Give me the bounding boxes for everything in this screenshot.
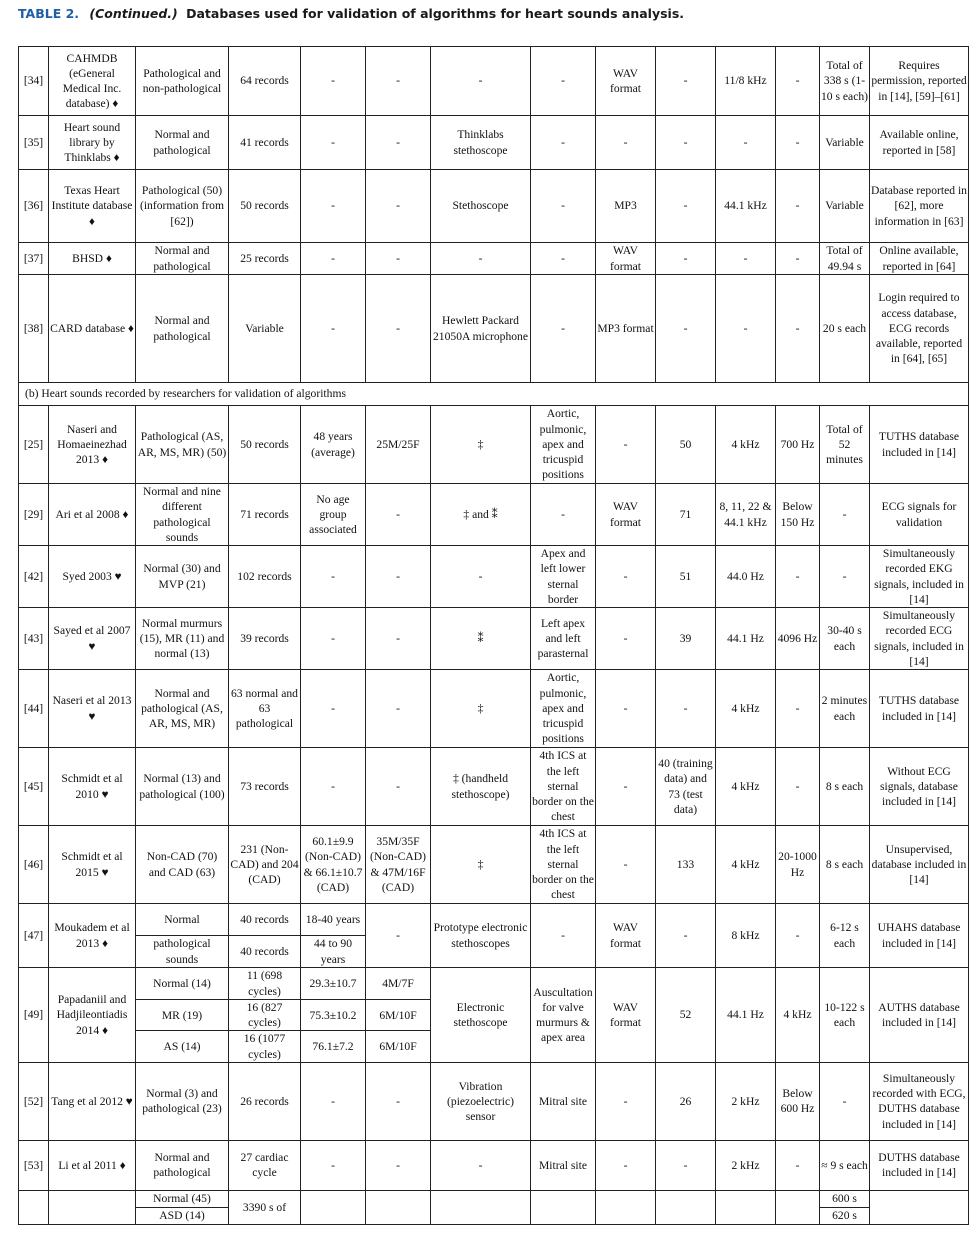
fs-cell: 4 kHz	[716, 748, 776, 826]
ref-cell: [47]	[19, 904, 49, 968]
fs-cell: 4 kHz	[716, 406, 776, 484]
format-cell: WAV format	[596, 904, 656, 968]
name-cell: Li et al 2011 ♦	[49, 1140, 136, 1190]
gender-cell: 6M/10F	[366, 1000, 431, 1031]
empty-cell	[870, 1190, 969, 1224]
size-cell: 40 records	[229, 936, 301, 968]
gender-cell: -	[366, 904, 431, 968]
type-cell: Normal and pathological	[136, 275, 229, 383]
fs-cell: 44.0 Hz	[716, 546, 776, 608]
cutoff-cell: -	[776, 47, 820, 116]
table-row	[19, 826, 969, 904]
fs-cell: 44.1 kHz	[716, 170, 776, 243]
position-cell: Mitral site	[531, 1140, 596, 1190]
cutoff-cell: -	[776, 546, 820, 608]
notes-cell: Simultaneously recorded EKG signals, included in [14]	[870, 546, 969, 608]
notes-cell: UHAHS database included in [14]	[870, 904, 969, 968]
position-cell: -	[531, 275, 596, 383]
position-cell: -	[531, 243, 596, 275]
type-cell: Normal (30) and MVP (21)	[136, 546, 229, 608]
age-cell: -	[301, 275, 366, 383]
subjects-cell: 51	[656, 546, 716, 608]
fs-cell: 44.1 Hz	[716, 968, 776, 1063]
notes-cell: Simultaneously recorded ECG signals, included in [14]	[870, 608, 969, 670]
table-row	[19, 243, 969, 275]
empty-cell	[431, 1190, 531, 1224]
device-cell: Thinklabs stethoscope	[431, 116, 531, 170]
device-cell: ‡	[431, 670, 531, 748]
age-cell: No age group associated	[301, 484, 366, 546]
name-cell: Texas Heart Institute database ♦	[49, 170, 136, 243]
duration-cell: 8 s each	[820, 748, 870, 826]
cutoff-cell: 20-1000 Hz	[776, 826, 820, 904]
fs-cell: 8 kHz	[716, 904, 776, 968]
table-row	[19, 484, 969, 546]
duration-cell: Total of 338 s (1-10 s each)	[820, 47, 870, 116]
databases-table	[18, 46, 969, 1225]
position-cell: Apex and left lower sternal border	[531, 546, 596, 608]
type-cell: pathological sounds	[136, 936, 229, 968]
device-cell: -	[431, 1140, 531, 1190]
duration-cell: ≈ 9 s each	[820, 1140, 870, 1190]
continued-label: (Continued.)	[89, 6, 178, 21]
cutoff-cell: 700 Hz	[776, 406, 820, 484]
type-cell: ASD (14)	[136, 1207, 229, 1224]
ref-cell: [49]	[19, 968, 49, 1063]
position-cell: Auscultation for valve murmurs & apex area	[531, 968, 596, 1063]
device-cell: ‡	[431, 826, 531, 904]
size-cell: 102 records	[229, 546, 301, 608]
size-cell: 41 records	[229, 116, 301, 170]
gender-cell: -	[366, 1140, 431, 1190]
age-cell: 60.1±9.9 (Non-CAD) & 66.1±10.7 (CAD)	[301, 826, 366, 904]
notes-cell: Requires permission, reported in [14], [59]–[61]	[870, 47, 969, 116]
duration-cell: Total of 49.94 s	[820, 243, 870, 275]
subjects-cell: -	[656, 904, 716, 968]
size-cell: 50 records	[229, 170, 301, 243]
format-cell: WAV format	[596, 243, 656, 275]
table-body-section	[19, 383, 969, 406]
name-cell: Tang et al 2012 ♥	[49, 1062, 136, 1140]
fs-cell: 11/8 kHz	[716, 47, 776, 116]
ref-cell: [52]	[19, 1062, 49, 1140]
subjects-cell: -	[656, 670, 716, 748]
table-body-c	[19, 1062, 969, 1190]
gender-cell: -	[366, 243, 431, 275]
subjects-cell: 26	[656, 1062, 716, 1140]
duration-cell: -	[820, 546, 870, 608]
fs-cell: 4 kHz	[716, 826, 776, 904]
duration-cell: 2 minutes each	[820, 670, 870, 748]
size-cell: Variable	[229, 275, 301, 383]
position-cell: 4th ICS at the left sternal border on the chest	[531, 826, 596, 904]
empty-cell	[301, 1190, 366, 1224]
gender-cell: 25M/25F	[366, 406, 431, 484]
fs-cell: -	[716, 116, 776, 170]
empty-cell	[776, 1190, 820, 1224]
position-cell: -	[531, 116, 596, 170]
device-cell: Prototype electronic stethoscopes	[431, 904, 531, 968]
fs-cell: 2 kHz	[716, 1062, 776, 1140]
position-cell: Aortic, pulmonic, apex and tricuspid positions	[531, 670, 596, 748]
name-cell: Papadaniil and Hadjileontiadis 2014 ♦	[49, 968, 136, 1063]
position-cell: 4th ICS at the left sternal border on the chest	[531, 748, 596, 826]
cutoff-cell: -	[776, 1140, 820, 1190]
notes-cell: ECG signals for validation	[870, 484, 969, 546]
name-cell: Naseri et al 2013 ♥	[49, 670, 136, 748]
fs-cell: 44.1 Hz	[716, 608, 776, 670]
table-row	[19, 968, 969, 1000]
empty-cell	[366, 1190, 431, 1224]
table-body-last	[19, 1190, 969, 1224]
size-cell: 71 records	[229, 484, 301, 546]
ref-cell: [29]	[19, 484, 49, 546]
name-cell: Ari et al 2008 ♦	[49, 484, 136, 546]
device-cell: -	[431, 546, 531, 608]
age-cell: 48 years (average)	[301, 406, 366, 484]
age-cell: 29.3±10.7	[301, 968, 366, 1000]
duration-cell: 30-40 s each	[820, 608, 870, 670]
subjects-cell: 39	[656, 608, 716, 670]
format-cell: WAV format	[596, 484, 656, 546]
name-cell: BHSD ♦	[49, 243, 136, 275]
fs-cell: 2 kHz	[716, 1140, 776, 1190]
device-cell: Vibration (piezoelectric) sensor	[431, 1062, 531, 1140]
age-cell: -	[301, 1140, 366, 1190]
notes-cell: Without ECG signals, database included in [14]	[870, 748, 969, 826]
duration-cell: 8 s each	[820, 826, 870, 904]
format-cell: -	[596, 748, 656, 826]
type-cell: Normal and pathological	[136, 116, 229, 170]
name-cell: Heart sound library by Thinklabs ♦	[49, 116, 136, 170]
size-cell: 50 records	[229, 406, 301, 484]
notes-cell: Login required to access database, ECG records available, reported in [64], [65]	[870, 275, 969, 383]
format-cell: -	[596, 1062, 656, 1140]
gender-cell: -	[366, 670, 431, 748]
gender-cell: -	[366, 47, 431, 116]
format-cell: -	[596, 1140, 656, 1190]
age-cell: -	[301, 116, 366, 170]
device-cell: ‡ (handheld stethoscope)	[431, 748, 531, 826]
empty-cell	[656, 1190, 716, 1224]
position-cell: -	[531, 47, 596, 116]
size-cell: 39 records	[229, 608, 301, 670]
type-cell: Normal and nine different pathological sounds	[136, 484, 229, 546]
size-cell: 27 cardiac cycle	[229, 1140, 301, 1190]
empty-cell	[716, 1190, 776, 1224]
gender-cell: 35M/35F (Non-CAD) & 47M/16F (CAD)	[366, 826, 431, 904]
fs-cell: -	[716, 275, 776, 383]
table-row	[19, 1190, 969, 1207]
type-cell: Normal (14)	[136, 968, 229, 1000]
duration-cell: -	[820, 484, 870, 546]
name-cell: Sayed et al 2007 ♥	[49, 608, 136, 670]
size-cell: 25 records	[229, 243, 301, 275]
device-cell: Electronic stethoscope	[431, 968, 531, 1063]
table-body-row47	[19, 904, 969, 968]
format-cell: WAV format	[596, 968, 656, 1063]
gender-cell: -	[366, 116, 431, 170]
gender-cell: -	[366, 275, 431, 383]
cutoff-cell: -	[776, 243, 820, 275]
age-cell: -	[301, 546, 366, 608]
table-body-b	[19, 406, 969, 904]
type-cell: Normal and pathological	[136, 243, 229, 275]
table-row	[19, 1062, 969, 1140]
age-cell: -	[301, 670, 366, 748]
cutoff-cell: Below 150 Hz	[776, 484, 820, 546]
duration-cell: 620 s	[820, 1207, 870, 1224]
subjects-cell: -	[656, 116, 716, 170]
table-body-a	[19, 47, 969, 383]
table-label: TABLE 2.	[18, 6, 80, 21]
size-cell: 63 normal and 63 pathological	[229, 670, 301, 748]
ref-cell	[19, 1190, 49, 1224]
notes-cell: Unsupervised, database included in [14]	[870, 826, 969, 904]
cutoff-cell: -	[776, 670, 820, 748]
type-cell: Normal and pathological (AS, AR, MS, MR)	[136, 670, 229, 748]
type-cell: Normal murmurs (15), MR (11) and normal (13)	[136, 608, 229, 670]
gender-cell: -	[366, 748, 431, 826]
notes-cell: TUTHS database included in [14]	[870, 406, 969, 484]
format-cell: -	[596, 826, 656, 904]
name-cell: Moukadem et al 2013 ♦	[49, 904, 136, 968]
notes-cell: TUTHS database included in [14]	[870, 670, 969, 748]
table-title: Databases used for validation of algorithms for heart sounds analysis.	[186, 6, 685, 21]
device-cell: Hewlett Packard 21050A microphone	[431, 275, 531, 383]
name-cell: Syed 2003 ♥	[49, 546, 136, 608]
table-body-row49	[19, 968, 969, 1063]
fs-cell: 4 kHz	[716, 670, 776, 748]
ref-cell: [46]	[19, 826, 49, 904]
age-cell: 76.1±7.2	[301, 1031, 366, 1062]
device-cell: ⁑	[431, 608, 531, 670]
format-cell: MP3	[596, 170, 656, 243]
subjects-cell: -	[656, 47, 716, 116]
subjects-cell: -	[656, 243, 716, 275]
table-row	[19, 670, 969, 748]
table-row	[19, 406, 969, 484]
gender-cell: -	[366, 608, 431, 670]
cutoff-cell: -	[776, 904, 820, 968]
empty-cell	[531, 1190, 596, 1224]
format-cell: -	[596, 546, 656, 608]
format-cell: -	[596, 608, 656, 670]
table-row	[19, 608, 969, 670]
size-cell: 11 (698 cycles)	[229, 968, 301, 1000]
age-cell: 75.3±10.2	[301, 1000, 366, 1031]
size-cell: 16 (827 cycles)	[229, 1000, 301, 1031]
notes-cell: AUTHS database included in [14]	[870, 968, 969, 1063]
position-cell: Mitral site	[531, 1062, 596, 1140]
subjects-cell: 52	[656, 968, 716, 1063]
notes-cell: Database reported in [62], more information in [63]	[870, 170, 969, 243]
age-cell: -	[301, 608, 366, 670]
duration-cell: 10-122 s each	[820, 968, 870, 1063]
table-row	[19, 116, 969, 170]
cutoff-cell: 4 kHz	[776, 968, 820, 1063]
name-cell: Schmidt et al 2010 ♥	[49, 748, 136, 826]
ref-cell: [34]	[19, 47, 49, 116]
type-cell: Normal (3) and pathological (23)	[136, 1062, 229, 1140]
section-b-title: (b) Heart sounds recorded by researchers for validation of algorithms	[19, 383, 969, 406]
table-row	[19, 47, 969, 116]
subjects-cell: 133	[656, 826, 716, 904]
table-row	[19, 546, 969, 608]
type-cell: Normal	[136, 904, 229, 936]
age-cell: -	[301, 47, 366, 116]
gender-cell: 4M/7F	[366, 968, 431, 1000]
cutoff-cell: Below 600 Hz	[776, 1062, 820, 1140]
gender-cell: -	[366, 546, 431, 608]
ref-cell: [37]	[19, 243, 49, 275]
ref-cell: [45]	[19, 748, 49, 826]
table-caption	[18, 6, 684, 21]
subjects-cell: 50	[656, 406, 716, 484]
position-cell: -	[531, 484, 596, 546]
device-cell: ‡ and ⁑	[431, 484, 531, 546]
format-cell: -	[596, 116, 656, 170]
name-cell: Schmidt et al 2015 ♥	[49, 826, 136, 904]
size-cell: 16 (1077 cycles)	[229, 1031, 301, 1062]
position-cell: Left apex and left parasternal	[531, 608, 596, 670]
table-row	[19, 1140, 969, 1190]
age-cell: 44 to 90 years	[301, 936, 366, 968]
subjects-cell: 71	[656, 484, 716, 546]
device-cell: ‡	[431, 406, 531, 484]
type-cell: Pathological and non-pathological	[136, 47, 229, 116]
size-cell: 26 records	[229, 1062, 301, 1140]
device-cell: Stethoscope	[431, 170, 531, 243]
table-row	[19, 170, 969, 243]
cutoff-cell: -	[776, 170, 820, 243]
ref-cell: [53]	[19, 1140, 49, 1190]
type-cell: Pathological (AS, AR, MS, MR) (50)	[136, 406, 229, 484]
age-cell: -	[301, 170, 366, 243]
cutoff-cell: -	[776, 275, 820, 383]
ref-cell: [42]	[19, 546, 49, 608]
ref-cell: [38]	[19, 275, 49, 383]
gender-cell: -	[366, 1062, 431, 1140]
format-cell: -	[596, 670, 656, 748]
type-cell: Pathological (50) (information from [62])	[136, 170, 229, 243]
type-cell: Normal and pathological	[136, 1140, 229, 1190]
ref-cell: [44]	[19, 670, 49, 748]
duration-cell: -	[820, 1062, 870, 1140]
ref-cell: [43]	[19, 608, 49, 670]
table-row	[19, 275, 969, 383]
size-cell: 3390 s of	[229, 1190, 301, 1224]
position-cell: -	[531, 904, 596, 968]
type-cell: Normal (13) and pathological (100)	[136, 748, 229, 826]
format-cell: WAV format	[596, 47, 656, 116]
age-cell: -	[301, 748, 366, 826]
empty-cell	[596, 1190, 656, 1224]
type-cell: Normal (45)	[136, 1190, 229, 1207]
duration-cell: Variable	[820, 116, 870, 170]
cutoff-cell: 4096 Hz	[776, 608, 820, 670]
notes-cell: Online available, reported in [64]	[870, 243, 969, 275]
name-cell: CAHMDB (eGeneral Medical Inc. database) ♦	[49, 47, 136, 116]
duration-cell: Total of 52 minutes	[820, 406, 870, 484]
table-row	[19, 904, 969, 936]
cutoff-cell: -	[776, 748, 820, 826]
ref-cell: [25]	[19, 406, 49, 484]
ref-cell: [35]	[19, 116, 49, 170]
ref-cell: [36]	[19, 170, 49, 243]
name-cell	[49, 1190, 136, 1224]
fs-cell: -	[716, 243, 776, 275]
duration-cell: 20 s each	[820, 275, 870, 383]
name-cell: CARD database ♦	[49, 275, 136, 383]
age-cell: 18-40 years	[301, 904, 366, 936]
size-cell: 40 records	[229, 904, 301, 936]
type-cell: MR (19)	[136, 1000, 229, 1031]
format-cell: -	[596, 406, 656, 484]
cutoff-cell: -	[776, 116, 820, 170]
size-cell: 231 (Non-CAD) and 204 (CAD)	[229, 826, 301, 904]
gender-cell: -	[366, 484, 431, 546]
duration-cell: 600 s	[820, 1190, 870, 1207]
device-cell: -	[431, 243, 531, 275]
name-cell: Naseri and Homaeinezhad 2013 ♦	[49, 406, 136, 484]
table-row	[19, 748, 969, 826]
subjects-cell: -	[656, 1140, 716, 1190]
format-cell: MP3 format	[596, 275, 656, 383]
section-row	[19, 383, 969, 406]
position-cell: Aortic, pulmonic, apex and tricuspid positions	[531, 406, 596, 484]
notes-cell: DUTHS database included in [14]	[870, 1140, 969, 1190]
notes-cell: Available online, reported in [58]	[870, 116, 969, 170]
device-cell: -	[431, 47, 531, 116]
subjects-cell: -	[656, 275, 716, 383]
size-cell: 64 records	[229, 47, 301, 116]
size-cell: 73 records	[229, 748, 301, 826]
position-cell: -	[531, 170, 596, 243]
gender-cell: 6M/10F	[366, 1031, 431, 1062]
duration-cell: Variable	[820, 170, 870, 243]
type-cell: Non-CAD (70) and CAD (63)	[136, 826, 229, 904]
age-cell: -	[301, 1062, 366, 1140]
subjects-cell: 40 (training data) and 73 (test data)	[656, 748, 716, 826]
gender-cell: -	[366, 170, 431, 243]
fs-cell: 8, 11, 22 & 44.1 kHz	[716, 484, 776, 546]
subjects-cell: -	[656, 170, 716, 243]
notes-cell: Simultaneously recorded with ECG, DUTHS database included in [14]	[870, 1062, 969, 1140]
duration-cell: 6-12 s each	[820, 904, 870, 968]
age-cell: -	[301, 243, 366, 275]
type-cell: AS (14)	[136, 1031, 229, 1062]
